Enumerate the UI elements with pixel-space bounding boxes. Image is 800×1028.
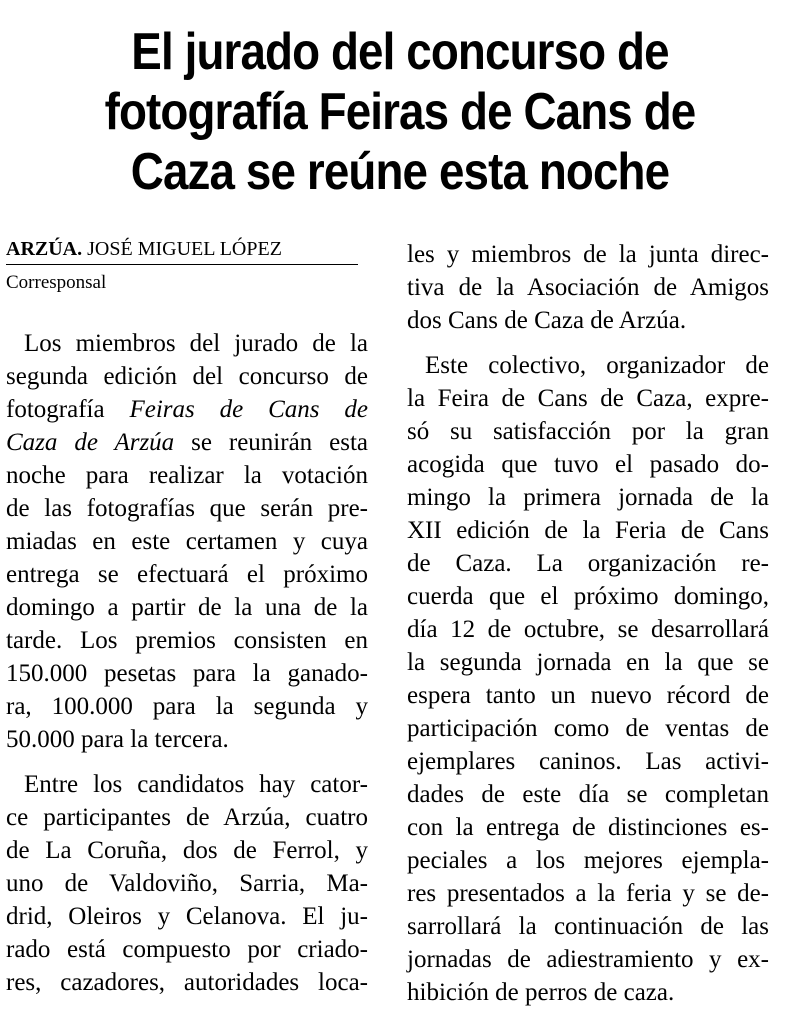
column-right: [407, 238, 769, 1009]
headline-line: Caza se reúne esta noche: [130, 143, 670, 201]
text-line: miadas en este certamen y cuya: [6, 528, 368, 555]
text-line: Entre los candidatos hay cator-: [24, 771, 368, 798]
text-line: noche para realizar la votación: [6, 462, 368, 489]
text-line: la Feira de Cans de Caza, expre-: [407, 385, 769, 412]
text-line: só su satisfacción por la gran: [407, 418, 769, 445]
text-line: 150.000 pesetas para la ganado-: [6, 660, 368, 687]
column-left: [6, 236, 368, 999]
text-line: hibición de perros de caza.: [407, 979, 675, 1006]
headline-line: fotografía Feiras de Cans de: [104, 83, 696, 141]
text-line: drid, Oleiros y Celanova. El ju-: [6, 903, 368, 930]
text-line: Los miembros del jurado de la: [24, 330, 368, 357]
text-line: sarrollará la continuación de las: [407, 913, 769, 940]
text-line: tarde. Los premios consisten en: [6, 627, 368, 654]
text-line: participación como de ventas de: [407, 715, 769, 742]
text-line: [6, 393, 368, 426]
text-line: mingo la primera jornada de la: [407, 484, 769, 511]
text-line: rado está compuesto por criado-: [6, 936, 368, 963]
text-segment: fotografía: [6, 396, 130, 423]
text-line: con la entrega de distinciones es-: [407, 814, 769, 841]
headline-line: El jurado del concurso de: [131, 23, 669, 81]
paragraph: [6, 327, 368, 756]
text-line: ejemplares caninos. Las activi-: [407, 748, 769, 775]
text-line: 50.000 para la tercera.: [6, 726, 229, 753]
italic-title: Feiras de Cans de: [129, 396, 368, 423]
italic-title: Caza de Arzúa: [6, 429, 175, 456]
text-line: de Caza. La organización re-: [407, 550, 769, 577]
text-line: día 12 de octubre, se desarrollará: [407, 616, 769, 643]
headline: [48, 22, 752, 202]
text-line: entrega se efectuará el próximo: [6, 561, 368, 588]
text-line: dos Cans de Caza de Arzúa.: [407, 307, 687, 334]
text-line: espera tanto un nuevo récord de: [407, 682, 769, 709]
text-line: segunda edición del concurso de: [6, 363, 368, 390]
paragraph: [407, 349, 769, 1009]
byline-place: ARZÚA.: [6, 238, 83, 260]
text-line: ce participantes de Arzúa, cuatro: [6, 804, 368, 831]
text-line: la segunda jornada en la que se: [407, 649, 769, 676]
text-line: XII edición de la Feria de Cans: [407, 517, 769, 544]
text-line: jornadas de adiestramiento y ex-: [407, 946, 769, 973]
text-line: res, cazadores, autoridades loca-: [6, 969, 368, 996]
text-line: peciales a los mejores ejempla-: [407, 847, 769, 874]
text-line: les y miembros de la junta direc-: [407, 241, 769, 268]
text-line: acogida que tuvo el pasado do-: [407, 451, 769, 478]
text-line: ra, 100.000 para la segunda y: [6, 693, 368, 720]
text-line: tiva de la Asociación de Amigos: [407, 274, 769, 301]
paragraph: [407, 238, 769, 337]
text-line: dades de este día se completan: [407, 781, 769, 808]
text-line: Este colectivo, organizador de: [425, 352, 769, 379]
text-line: de las fotografías que serán pre-: [6, 495, 368, 522]
text-line: [6, 426, 368, 459]
text-line: uno de Valdoviño, Sarria, Ma-: [6, 870, 368, 897]
paragraph: [6, 768, 368, 999]
byline: [6, 236, 358, 265]
byline-author: JOSÉ MIGUEL LÓPEZ: [87, 238, 282, 260]
text-line: cuerda que el próximo domingo,: [407, 583, 769, 610]
text-segment: se reunirán esta: [174, 429, 368, 456]
byline-role: Corresponsal: [6, 272, 107, 293]
text-line: res presentados a la feria y se de-: [407, 880, 769, 907]
text-line: de La Coruña, dos de Ferrol, y: [6, 837, 368, 864]
text-line: domingo a partir de la una de la: [6, 594, 368, 621]
